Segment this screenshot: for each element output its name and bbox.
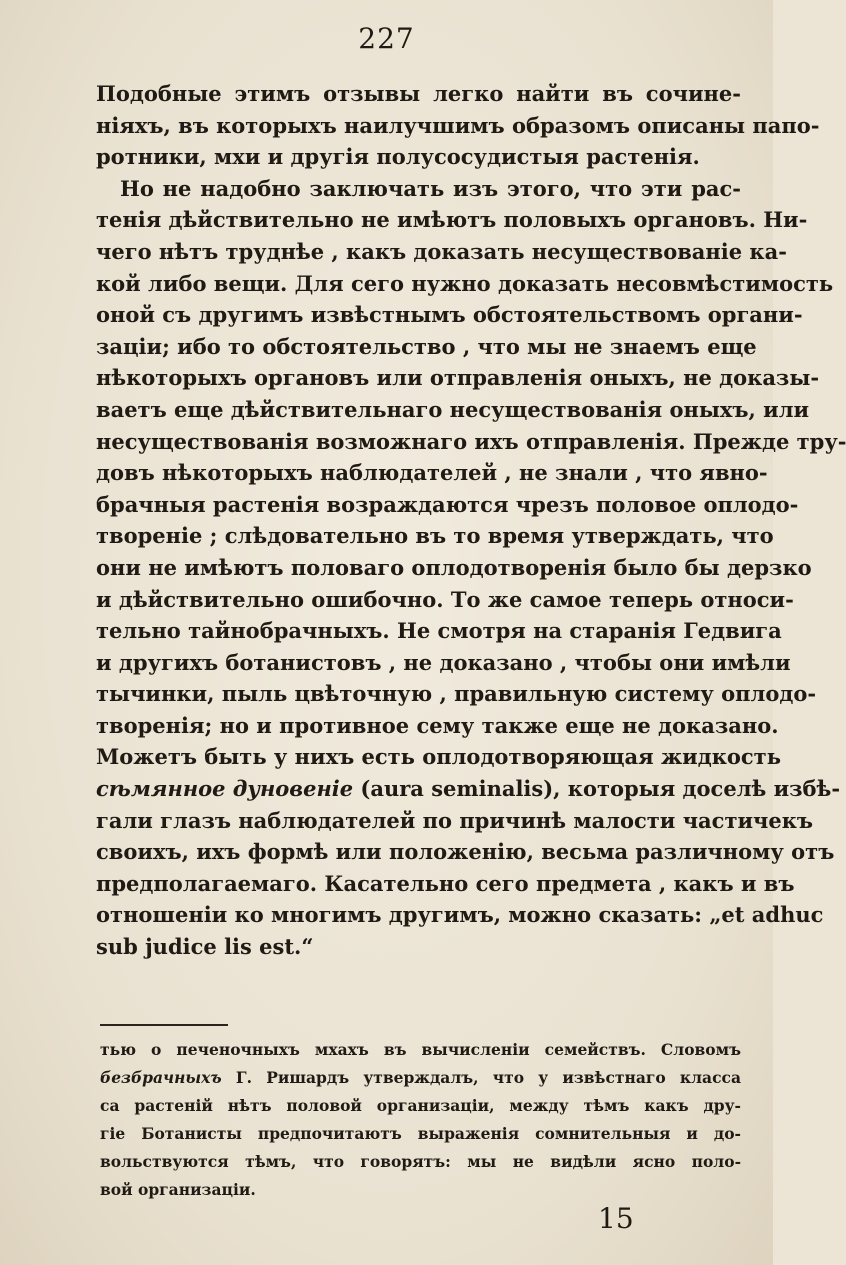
text-line: ротники, мхи и другія полусосудистыя растенія. (96, 144, 700, 170)
main-text-block (96, 78, 846, 963)
footnote-line: вой организаціи. (100, 1180, 256, 1199)
text-line: брачныя растенія возраждаются чрезъ половое оплодо- (96, 491, 799, 517)
text-line: Можетъ быть у нихъ есть оплодотворяющая жидкость (96, 744, 781, 770)
text-line: своихъ, ихъ формѣ или положенію, весьма различному отъ (96, 839, 835, 865)
footnote-line: гіе Ботанисты предпочитаютъ выраженія сомнительныя и до- (100, 1124, 741, 1143)
text-line: заціи; ибо то обстоятельство , что мы не знаемъ еще (96, 333, 757, 359)
italic-term: сѣмянное дуновеніе (96, 776, 354, 802)
text-line: сѣмянное дуновеніе (aura seminalis), которыя доселѣ избѣ- (96, 776, 841, 802)
text-line: тенія дѣйствительно не имѣютъ половыхъ органовъ. Ни- (96, 207, 808, 233)
text-line: чего нѣтъ труднѣе , какъ доказать несуществованіе ка- (96, 238, 787, 264)
text-line: предполагаемаго. Касательно сего предмета , какъ и въ (96, 870, 795, 896)
text-line: sub judice lis est.“ (96, 934, 314, 960)
text-line: они не имѣютъ половаго оплодотворенія было бы дерзко (96, 554, 812, 580)
text-line: несуществованія возможнаго ихъ отправленія. Прежде тру- (96, 428, 846, 454)
footnote-line: са растеній нѣтъ половой организаціи, между тѣмъ какъ дру- (100, 1096, 741, 1115)
text-line: гали глазъ наблюдателей по причинѣ малости частичекъ (96, 807, 814, 833)
text-line: твореніе ; слѣдовательно въ то время утверждать, что (96, 523, 774, 549)
italic-term: безбрачныхъ (100, 1068, 222, 1087)
page-number: 227 (358, 22, 415, 55)
text-line: тычинки, пыль цвѣточную , правильную систему оплодо- (96, 681, 817, 707)
text-line: тельно тайнобрачныхъ. Не смотря на старанія Гедвига (96, 618, 782, 644)
text-line: Подобные этимъ отзывы легко найти въ сочине- (96, 81, 741, 106)
text-line: нѣкоторыхъ органовъ или отправленія оныхъ, не доказы- (96, 365, 820, 391)
footnote-line: вольствуются тѣмъ, что говорятъ: мы не видѣли ясно поло- (100, 1152, 741, 1171)
footnote-block (100, 1036, 741, 1204)
text-line: оной съ другимъ извѣстнымъ обстоятельствомъ органи- (96, 302, 803, 328)
text-line: и другихъ ботанистовъ , не доказано , чтобы они имѣли (96, 649, 791, 675)
text-line: ніяхъ, въ которыхъ наилучшимъ образомъ описаны папо- (96, 112, 820, 138)
text-line: Но не надобно заключать изъ этого, что эти рас- (120, 175, 741, 201)
text-line: довъ нѣкоторыхъ наблюдателей , не знали , что явно- (96, 460, 768, 486)
signature-mark: 15 (598, 1202, 634, 1235)
text-line: ваетъ еще дѣйствительнаго несуществованія оныхъ, или (96, 396, 810, 422)
text-line: отношеніи ко многимъ другимъ, можно сказать: „et adhuc (96, 902, 824, 928)
footnote-divider (100, 1024, 228, 1026)
footnote-line: безбрачныхъ Г. Ришардъ утверждалъ, что у извѣстнаго класса (100, 1068, 741, 1087)
text-line: творенія; но и противное сему также еще не доказано. (96, 712, 779, 738)
text-line: и дѣйствительно ошибочно. То же самое теперь относи- (96, 586, 794, 612)
text-line: кой либо вещи. Для сего нужно доказать несовмѣстимость (96, 270, 834, 296)
footnote-line: тью о печеночныхъ мхахъ въ вычисленіи семействъ. Словомъ (100, 1040, 741, 1059)
